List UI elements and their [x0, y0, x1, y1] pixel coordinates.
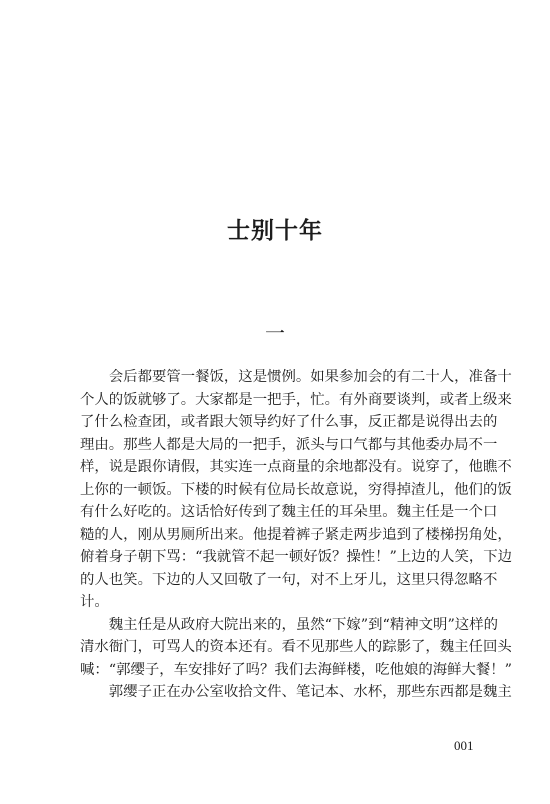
- text-line: 有什么好吃的。这话恰好传到了魏主任的耳朵里。魏主任是一个口: [80, 504, 498, 520]
- section-number: 一: [265, 321, 285, 345]
- text-line: 魏主任是从政府大院出来的，虽然“下嫁”到“精神文明”这样的: [80, 616, 498, 633]
- text-line: 清水衙门，可骂人的资本还有。看不见那些人的踪影了，魏主任回头: [80, 639, 512, 655]
- page-number: 001: [454, 738, 474, 753]
- text-line: 的人也笑。下边的人又回敬了一句，对不上牙儿，这里只得忽略不: [80, 571, 498, 588]
- text-line: 糙的人，刚从男厕所出来。他提着裤子紧走两步追到了楼梯拐角处，: [80, 526, 512, 543]
- text-line: 喊：“郭缨子，车安排好了吗？我们去海鲜楼，吃他娘的海鲜大餐！”: [80, 661, 513, 678]
- text-line: 俯着身子朝下骂：“我就管不起一顿好饭？操性！”上边的人笑，下边: [80, 549, 513, 565]
- text-line: 计。: [80, 594, 109, 610]
- chapter-title: 士别十年: [227, 217, 323, 244]
- text-line: 样，说是跟你请假，其实连一点商量的余地都没有。说穿了，他瞧不: [80, 459, 512, 475]
- body-text: [80, 366, 513, 704]
- text-line: 个人的饭就够了。大家都是一把手，忙。有外商要谈判，或者上级来: [80, 391, 512, 408]
- text-line: 理由。那些人都是大局的一把手，派头与口气都与其他委办局不一: [80, 436, 498, 453]
- text-line: 上你的一顿饭。下楼的时候有位局长故意说，穷得掉渣儿，他们的饭: [80, 481, 512, 498]
- text-line: 了什么检查团，或者跟大领导约好了什么事，反正都是说得出去的: [80, 414, 498, 430]
- text-line: 郭缨子正在办公室收拾文件、笔记本、水杯，那些东西都是魏主: [80, 684, 512, 700]
- text-line: 会后都要管一餐饭，这是惯例。如果参加会的有二十人，准备十: [80, 369, 512, 385]
